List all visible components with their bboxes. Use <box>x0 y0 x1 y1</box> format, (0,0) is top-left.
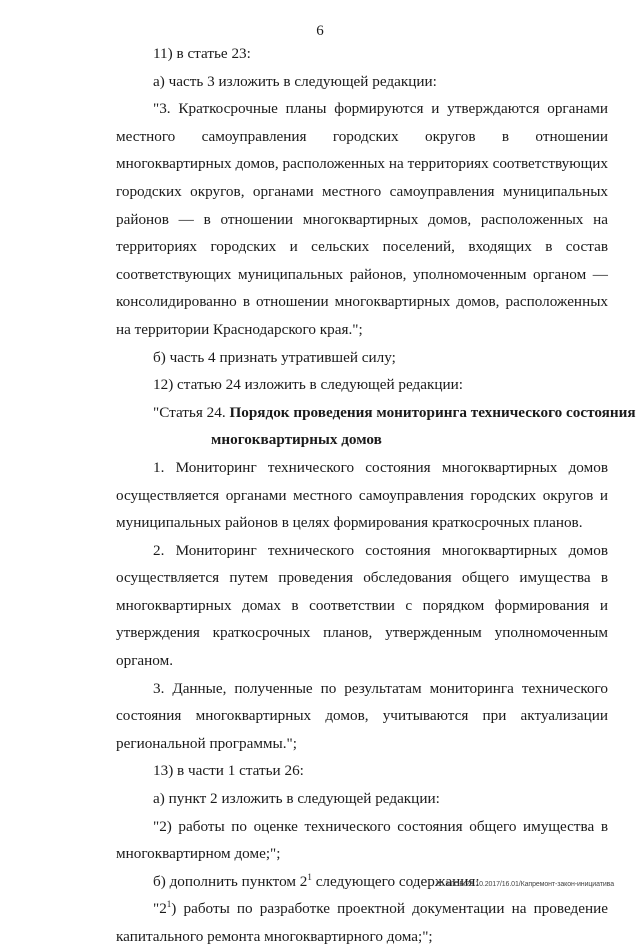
paragraph-text: б) дополнить пунктом 2 <box>153 872 308 890</box>
paragraph-quote-point-2: "2) работы по оценке технического состояния общего имущества в многоквартирном доме;"; <box>116 817 608 863</box>
article-heading-title: Порядок проведения мониторинга технического состояния <box>229 403 636 421</box>
article-part-1: 1. Мониторинг технического состояния многоквартирных домов осуществляется органами местного самоуправления городских округов и муниципальных районов в целях формирования краткосрочных планов. <box>116 458 608 532</box>
article-part-3: 3. Данные, полученные по результатам мониторинга технического состояния многоквартирных домов, учитываются при актуализации региональной программы."; <box>116 679 608 752</box>
document-body <box>116 40 636 951</box>
paragraph-quote-part-3: "3. Краткосрочные планы формируются и утверждаются органами местного самоуправления городских округов в отношении многоквартирных домов, расположенных на территориях соответствующих городских округов, органами местного самоуправления муниципальных районов — в отношении многоквартирных домов, расположенных на территориях городских и сельских поселений, входящих в состав соответствующих муниципальных районов, уполномоченным органом — консолидированно в отношении многоквартирных домов, расположенных на территории Краснодарского края."; <box>116 100 608 338</box>
article-heading <box>116 399 636 427</box>
article-part-2: 2. Мониторинг технического состояния многоквартирных домов осуществляется путем проведения обследования общего имущества в многоквартирных домах в соответствии с порядком формирования и утверждения краткосрочных планов, утвержденным уполномоченным органом. <box>116 541 608 670</box>
paragraph-item-12: 12) статью 24 изложить в следующей редакции: <box>153 376 463 394</box>
footer-file-path: 20.3/ГОБ/26.10.2017/16.01/Капремонт-закон-инициатива <box>435 881 614 888</box>
paragraph-text: "2 <box>153 900 167 918</box>
paragraph-quote-point-2-1 <box>116 895 608 950</box>
paragraph-subitem-a-2: а) пункт 2 изложить в следующей редакции: <box>153 790 440 808</box>
superscript: 1 <box>307 871 312 882</box>
superscript: 1 <box>166 899 172 910</box>
paragraph-text: ) работы по разработке проектной документации на проведение капитального ремонта многоквартирного дома;"; <box>116 900 608 945</box>
paragraph-subitem-a: а) часть 3 изложить в следующей редакции: <box>153 72 437 90</box>
paragraph-text: следующего содержания: <box>311 872 480 890</box>
page-number: 6 <box>316 23 324 39</box>
article-heading-prefix: "Статья 24. <box>153 403 230 421</box>
paragraph-item-11: 11) в статье 23: <box>153 45 251 62</box>
article-heading-title-cont: многоквартирных домов <box>211 431 382 449</box>
paragraph-subitem-b: б) часть 4 признать утратившей силу; <box>153 348 396 366</box>
paragraph-item-13: 13) в части 1 статьи 26: <box>153 762 304 780</box>
